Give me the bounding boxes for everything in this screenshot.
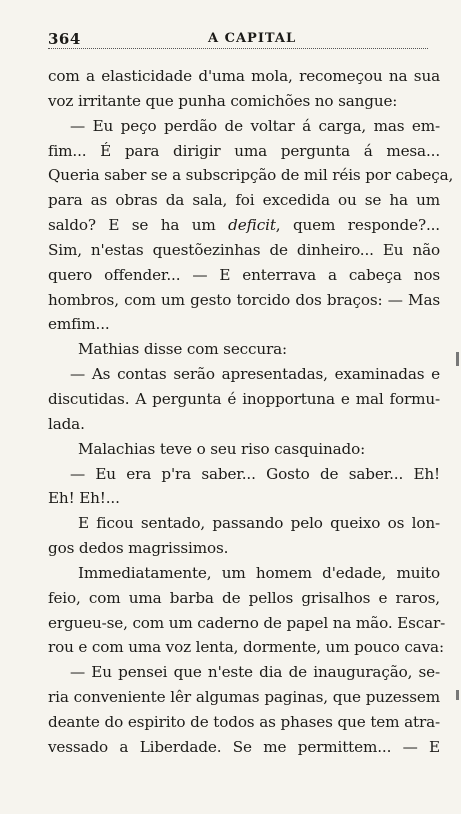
text-line: Immediatamente, um homem d'edade, muito (78, 563, 440, 582)
page-number: 364 (48, 30, 81, 48)
text-line: E ficou sentado, passando pelo queixo os lon- (78, 514, 440, 533)
text-line: — Eu era p'ra saber... Gosto de saber... Eh! (70, 464, 440, 483)
text-line: Malachias teve o seu riso casquinado: (78, 439, 366, 458)
running-title: A CAPITAL (208, 31, 297, 46)
text-line: fim... É para dirigir uma pergunta á mesa... (48, 141, 440, 160)
text-line (48, 213, 440, 238)
text-line: emfim... (48, 315, 110, 334)
text-line: quero offender... — E enterrava a cabeça nos (48, 265, 440, 284)
text-line: Eh! Eh!... (48, 489, 120, 508)
text-line: vessado a Liberdade. Se me permittem... — E (48, 737, 440, 756)
emphasis-run: deficit (228, 216, 276, 235)
text-line: feio, com uma barba de pellos grisalhos e raros, (48, 588, 440, 607)
text-line: para as obras da sala, foi excedida ou se ha um (48, 191, 440, 210)
text-line: rou e com uma voz lenta, dormente, um pouco cava: (48, 638, 444, 657)
text-line: voz irritante que punha comichões no sangue: (48, 91, 398, 110)
text-line: ergueu-se, com um caderno de papel na mão. Escar- (48, 613, 446, 632)
text-line: com a elasticidade d'uma mola, recomeçou na sua (48, 67, 440, 85)
text-line: deante do espirito de todos as phases que tem atra- (48, 712, 440, 731)
text-line: Mathias disse com seccura: (78, 340, 287, 359)
text-line: gos dedos magrissimos. (48, 539, 229, 558)
text-line: — Eu peço perdão de voltar á carga, mas em- (70, 116, 440, 135)
page-edge-mark (456, 690, 459, 700)
body-text (48, 64, 454, 760)
text-line: discutidas. A pergunta é inopportuna e mal formu- (48, 389, 440, 408)
header-rule (48, 48, 428, 49)
text-run: , quem responde?... (275, 216, 440, 235)
text-line: hombros, com um gesto torcido dos braços: — Mas (48, 290, 440, 309)
text-line: — Eu pensei que n'este dia de inauguração, se- (70, 663, 440, 682)
text-line: Sim, n'estas questõezinhas de dinheiro... Eu não (48, 240, 440, 259)
text-line: — As contas serão apresentadas, examinadas e (70, 365, 440, 384)
text-line: lada. (48, 414, 85, 433)
text-run: saldo? E se ha um (48, 216, 229, 235)
text-line: ria conveniente lêr algumas paginas, que puzessem (48, 688, 440, 707)
page-edge-mark (456, 352, 459, 366)
text-line: Queria saber se a subscripção de mil réis por cabeça, (48, 166, 454, 185)
